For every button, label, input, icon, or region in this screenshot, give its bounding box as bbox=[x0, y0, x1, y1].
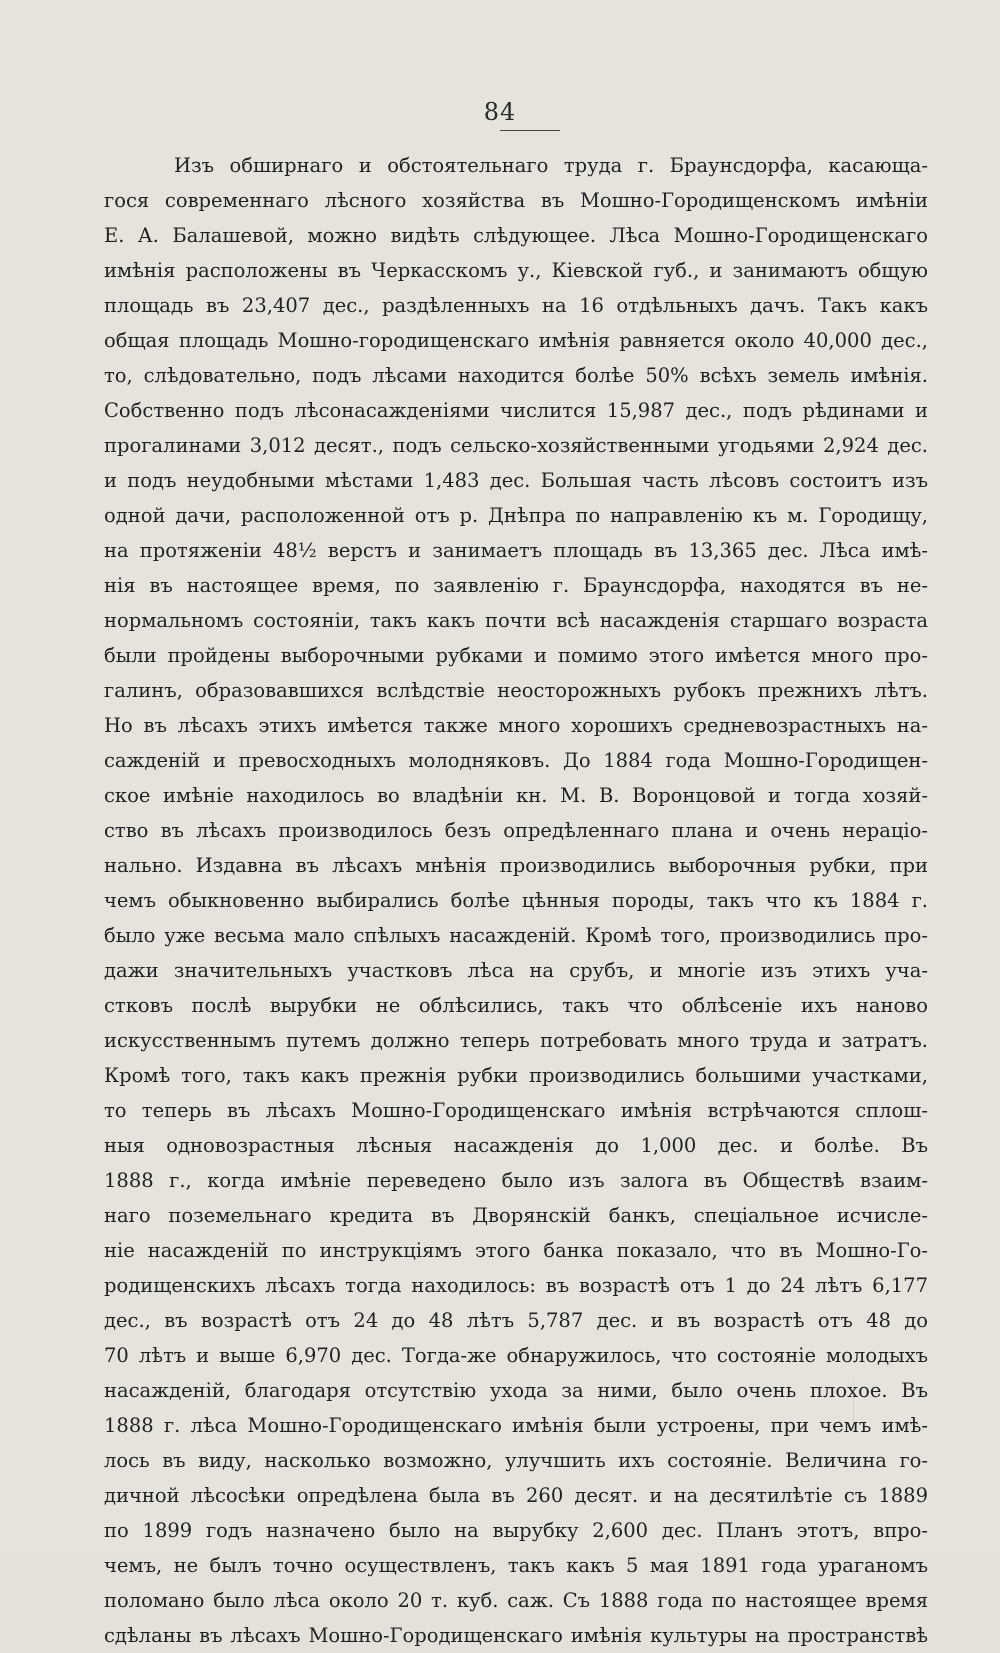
text-line: ныя одновозрастныя лѣсныя насажденія до 1,000 дес. и болѣе. Въ bbox=[104, 1134, 928, 1157]
text-line: дичной лѣсосѣки опредѣлена была въ 260 десят. и на десятилѣтіе съ 1889 bbox=[104, 1484, 928, 1507]
text-line: площадь въ 23,407 дес., раздѣленныхъ на 16 отдѣльныхъ дачъ. Такъ какъ bbox=[104, 294, 928, 317]
text-line: 70 лѣтъ и выше 6,970 дес. Тогда-же обнаружилось, что состояніе молодыхъ bbox=[104, 1344, 928, 1367]
text-line: чемъ обыкновенно выбирались болѣе цѣнныя породы, такъ что къ 1884 г. bbox=[104, 889, 928, 912]
body-text bbox=[104, 148, 928, 1653]
text-line: ское имѣніе находилось во владѣніи кн. М. В. Воронцовой и тогда хозяй- bbox=[104, 784, 928, 807]
text-line: Кромѣ того, такъ какъ прежнія рубки производились большими участками, bbox=[104, 1064, 928, 1087]
text-line: насажденій, благодаря отсутствію ухода за ними, было очень плохое. Въ bbox=[104, 1379, 928, 1402]
text-line: то теперь въ лѣсахъ Мошно-Городищенскаго имѣнія встрѣчаются сплош- bbox=[104, 1099, 928, 1122]
text-line: лось въ виду, насколько возможно, улучшить ихъ состояніе. Величина го- bbox=[104, 1449, 928, 1472]
text-line: имѣнія расположены въ Черкасскомъ у., Кіевской губ., и занимаютъ общую bbox=[104, 259, 928, 282]
text-line: сажденій и превосходныхъ молодняковъ. До 1884 года Мошно-Городищен- bbox=[104, 749, 928, 772]
text-line: искусственнымъ путемъ должно теперь потребовать много труда и затратъ. bbox=[104, 1029, 928, 1052]
text-line: нія въ настоящее время, по заявленію г. Браунсдорфа, находятся въ не- bbox=[104, 574, 928, 597]
text-line: ніе насажденій по инструкціямъ этого банка показало, что въ Мошно-Го- bbox=[104, 1239, 928, 1262]
text-line: поломано было лѣса около 20 т. куб. саж. Съ 1888 года по настоящее время bbox=[104, 1589, 928, 1612]
scan-edge-mark bbox=[853, 1380, 854, 1430]
text-line: нормальномъ состояніи, такъ какъ почти всѣ насажденія старшаго возраста bbox=[104, 609, 928, 632]
text-line: то, слѣдовательно, подъ лѣсами находится болѣе 50% всѣхъ земель имѣнія. bbox=[104, 364, 928, 387]
text-line: было уже весьма мало спѣлыхъ насажденій. Кромѣ того, производились про- bbox=[104, 924, 928, 947]
text-line: и подъ неудобными мѣстами 1,483 дес. Большая часть лѣсовъ состоитъ изъ bbox=[104, 469, 928, 492]
text-line: общая площадь Мошно-городищенскаго имѣнія равняется около 40,000 дес., bbox=[104, 329, 928, 352]
text-line: были пройдены выборочными рубками и помимо этого имѣется много про- bbox=[104, 644, 928, 667]
text-line: прогалинами 3,012 десят., подъ сельско-хозяйственными угодьями 2,924 дес. bbox=[104, 434, 928, 457]
text-line: нально. Издавна въ лѣсахъ мнѣнія производились выборочныя рубки, при bbox=[104, 854, 928, 877]
text-line: сдѣланы въ лѣсахъ Мошно-Городищенскаго имѣнія культуры на пространствѣ bbox=[104, 1624, 928, 1647]
text-line: стковъ послѣ вырубки не облѣсились, такъ что облѣсеніе ихъ наново bbox=[104, 994, 928, 1017]
text-line: Е. А. Балашевой, можно видѣть слѣдующее. Лѣса Мошно-Городищенскаго bbox=[104, 224, 928, 247]
text-line: Собственно подъ лѣсонасажденіями числится 15,987 дес., подъ рѣдинами и bbox=[104, 399, 928, 422]
text-line: чемъ, не былъ точно осуществленъ, такъ какъ 5 мая 1891 года ураганомъ bbox=[104, 1554, 928, 1577]
text-line: ство въ лѣсахъ производилось безъ опредѣленнаго плана и очень нераціо- bbox=[104, 819, 928, 842]
text-line: родищенскихъ лѣсахъ тогда находилось: въ возрастѣ отъ 1 до 24 лѣтъ 6,177 bbox=[104, 1274, 928, 1297]
text-line: дажи значительныхъ участковъ лѣса на срубъ, и многіе изъ этихъ уча- bbox=[104, 959, 928, 982]
text-line: наго поземельнаго кредита въ Дворянскій банкъ, спеціальное исчисле- bbox=[104, 1204, 928, 1227]
text-line: 1888 г. лѣса Мошно-Городищенскаго имѣнія были устроены, при чемъ имѣ- bbox=[104, 1414, 928, 1437]
text-line: Изъ обширнаго и обстоятельнаго труда г. Браунсдорфа, касающа- bbox=[174, 154, 928, 177]
text-line: галинъ, образовавшихся вслѣдствіе неосторожныхъ рубокъ прежнихъ лѣтъ. bbox=[104, 679, 928, 702]
page-number-rule bbox=[500, 130, 560, 131]
text-line: одной дачи, расположенной отъ р. Днѣпра по направленію къ м. Городищу, bbox=[104, 504, 928, 527]
page-number: 84 bbox=[483, 98, 517, 126]
text-line: 1888 г., когда имѣніе переведено было изъ залога въ Обществѣ взаим- bbox=[104, 1169, 928, 1192]
text-line: дес., въ возрастѣ отъ 24 до 48 лѣтъ 5,787 дес. и въ возрастѣ отъ 48 до bbox=[104, 1309, 928, 1332]
text-line: на протяженіи 48½ верстъ и занимаетъ площадь въ 13,365 дес. Лѣса имѣ- bbox=[104, 539, 928, 562]
text-line: Но въ лѣсахъ этихъ имѣется также много хорошихъ средневозрастныхъ на- bbox=[104, 714, 928, 737]
text-line: по 1899 годъ назначено было на вырубку 2,600 дес. Планъ этотъ, впро- bbox=[104, 1519, 928, 1542]
text-line: гося современнаго лѣсного хозяйства въ Мошно-Городищенскомъ имѣніи bbox=[104, 189, 928, 212]
